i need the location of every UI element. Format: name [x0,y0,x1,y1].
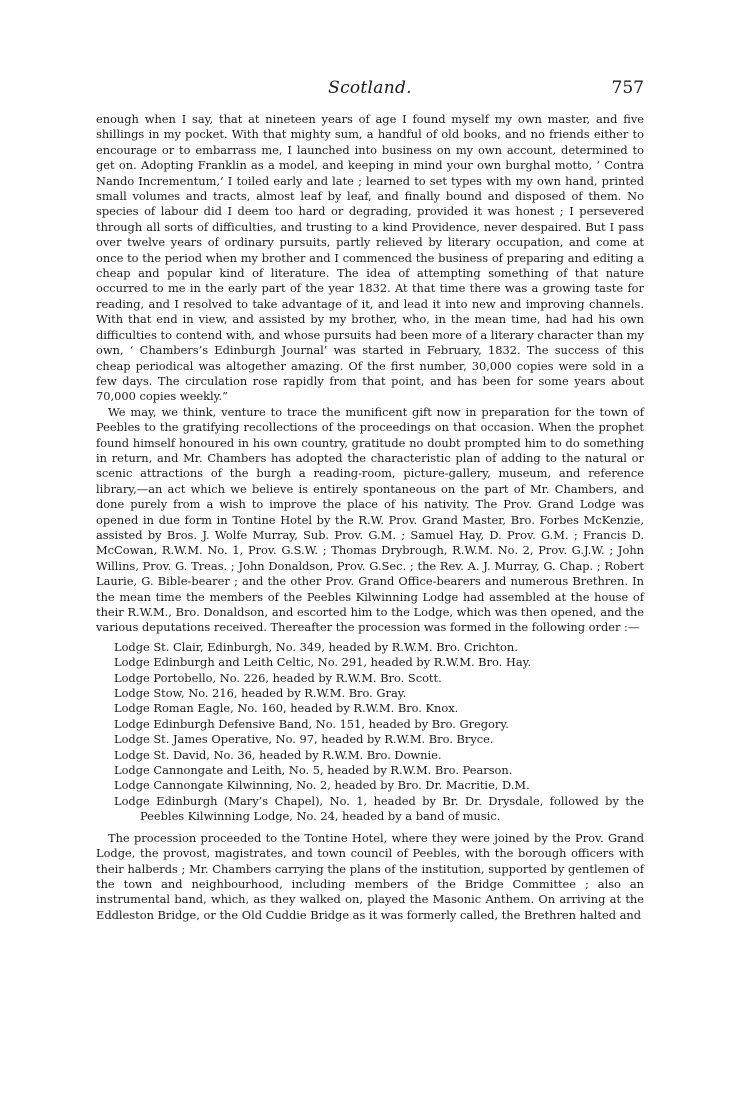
procession-item: Lodge Cannongate Kilwinning, No. 2, headed by Bro. Dr. Macritie, D.M. [114,778,530,793]
procession-list [96,640,644,825]
procession-item: Lodge Edinburgh and Leith Celtic, No. 291, headed by R.W.M. Bro. Hay. [114,655,532,670]
paragraph-2: We may, we think, venture to trace the munificent gift now in preparation for the town of Peebles to the gratifying recollections of the proceedings on that occasion. When the prophet found himself honoured in his own country, gratitude no doubt prompted him to do something in return, and Mr. Chambers has adopted the characteristic plan of adding to the natural or scenic attractions of the burgh a reading-room, picture-gallery, museum, and reference library,—an act which we believe is entirely spontaneous on the part of Mr. Chambers, and done purely from a wish to improve the place of his nativity. The Prov. Grand Lodge was opened in due form in Tontine Hotel by the R.W. Prov. Grand Master, Bro. Forbes McKenzie, assisted by Bros. J. Wolfe Murray, Sub. Prov. G.M. ; Samuel Hay, D. Prov. G.M. ; Francis D. McCowan, R.W.M. No. 1, Prov. G.S.W. ; Thomas Drybrough, R.W.M. No. 2, Prov. G.J.W. ; John Willins, Prov. G. Treas. ; John Donaldson, Prov. G.Sec. ; the Rev. A. J. Murray, G. Chap. ; Robert Laurie, G. Bible-bearer ; and the other Prov. Grand Office-bearers and numerous Brethren. In the mean time the members of the Peebles Kilwinning Lodge had assembled at the house of their R.W.M., Bro. Donaldson, and escorted him to the Lodge, which was then opened, and the various deputations received. Thereafter the procession was formed in the following order :— [96,404,644,635]
closing-paragraph: The procession proceeded to the Tontine Hotel, where they were joined by the Prov. Grand Lodge, the provost, magistrates, and town council of Peebles, with the borough officers with their halberds ; Mr. Chambers carrying the plans of the institution, supported by gentlemen of the town and neighbourhood, including members of the Bridge Committee ; also an instrumental band, which, as they walked on, played the Masonic Anthem. On arriving at the Eddleston Bridge, or the Old Cuddie Bridge as it was formerly called, the Brethren halted and [96,830,644,922]
page-number: 757 [611,78,644,98]
page [96,78,644,923]
procession-item: Lodge St. David, No. 36, headed by R.W.M. Bro. Downie. [114,747,442,762]
procession-item: Lodge Stow, No. 216, headed by R.W.M. Bro. Gray. [114,686,407,701]
procession-item: Lodge Edinburgh Defensive Band, No. 151, headed by Bro. Gregory. [114,716,509,731]
page-header [96,78,644,104]
procession-item: Lodge Portobello, No. 226, headed by R.W.M. Bro. Scott. [114,670,442,685]
procession-item: Lodge Edinburgh (Mary’s Chapel), No. 1, headed by Br. Dr. Drysdale, followed by the Peebles Kilwinning Lodge, No. 24, headed by a band of music. [114,793,644,824]
body-text [96,112,644,923]
procession-item: Lodge St. Clair, Edinburgh, No. 349, headed by R.W.M. Bro. Crichton. [114,639,518,654]
procession-item: Lodge Cannongate and Leith, No. 5, headed by R.W.M. Bro. Pearson. [114,763,513,778]
procession-item: Lodge St. James Operative, No. 97, headed by R.W.M. Bro. Bryce. [114,732,494,747]
running-title: Scotland. [328,78,412,98]
procession-item: Lodge Roman Eagle, No. 160, headed by R.W.M. Bro. Knox. [114,701,459,716]
paragraph-1: enough when I say, that at nineteen years of age I found myself my own master, and five shillings in my pocket. With that mighty sum, a handful of old books, and no friends either to encourage or to embarrass me, I launched into business on my own account, determined to get on. Adopting Franklin as a model, and keeping in mind your own burghal motto, ‘ Contra Nando Incrementum,’ I toiled early and late ; learned to set types with my own hand, printed small volumes and tracts, almost leaf by leaf, and finally bound and disposed of them. No species of labour did I deem too hard or degrading, provided it was honest ; I persevered through all sorts of difficulties, and trusting to a kind Providence, never despaired. But I pass over twelve years of ordinary pursuits, partly relieved by literary occupation, and come at once to the period when my brother and I commenced the business of preparing and editing a cheap and popular kind of literature. The idea of attempting something of that nature occurred to me in the early part of the year 1832. At that time there was a growing taste for reading, and I resolved to take advantage of it, and lead it into new and improving channels. With that end in view, and assisted by my brother, who, in the mean time, had had his own difficulties to contend with, and whose pursuits had been more of a literary character than my own, ‘ Chambers’s Edinburgh Journal’ was started in February, 1832. The success of this cheap periodical was altogether amazing. Of the first number, 30,000 copies were sold in a few days. The circulation rose rapidly from that point, and has been for some years about 70,000 copies weekly.” [96,112,644,404]
